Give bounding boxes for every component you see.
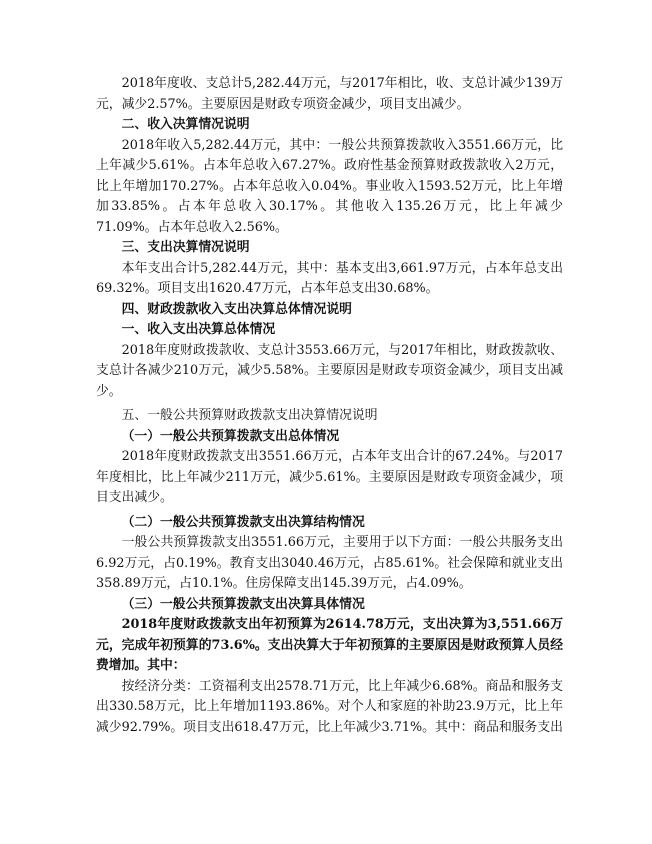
structure-paragraph: 一般公共预算拨款支出3551.66万元，主要用于以下方面：一般公共服务支出6.92万元，占0.19%。教育支出3040.46万元，占85.61%。社会保障和就业支出358.89万元，占10.1%。住房保障支出145.39万元，占4.09%。 (96, 535, 563, 591)
economic-classification-paragraph: 按经济分类：工资福利支出2578.71万元，比上年减少6.68%。商品和服务支出330.58万元，比上年增加1193.86%。对个人和家庭的补助23.9万元，比上年减少92.79%。项目支出618.47万元，比上年减少3.71%。其中：商品和服务支出 (96, 678, 563, 735)
subsection-heading-overall: 一、收入支出决算总体情况 (121, 322, 276, 337)
section-heading-expenditure: 三、支出决算情况说明 (121, 240, 250, 255)
section-heading-income: 二、收入决算情况说明 (121, 117, 250, 132)
document-page (96, 74, 563, 738)
subsection-heading-structure: （二）一般公共预算拨款支出决算结构情况 (121, 514, 365, 530)
fiscal-overall-paragraph: 2018年度财政拨款收、支总计3553.66万元，与2017年相比，财政拨款收、支总计各减少210万元，减少5.58%。主要原因是财政专项资金减少，项目支出减少。 (96, 342, 563, 399)
section-heading-general-budget: 五、一般公共预算财政拨款支出决算情况说明 (121, 408, 378, 423)
subsection-heading-general-overall: （一）一般公共预算拨款支出总体情况 (121, 428, 340, 444)
detail-bold-paragraph: 2018年度财政拨款支出年初预算为2614.78万元，支出决算为3,551.66万元，完成年初预算的73.6%。支出决算大于年初预算的主要原因是财政预算人员经费增加。其中： (96, 617, 563, 673)
income-paragraph: 2018年收入5,282.44万元，其中：一般公共预算拨款收入3551.66万元，比上年减少5.61%。占本年总收入67.27%。政府性基金预算财政拨款收入2万元，比上年增加170.27%。占本年总收入0.04%。事业收入1593.52万元，比上年增加33.85%。占本年总收入30.17%。其他收入135.26万元，比上年减少71.09%。占本年总收入2.56%。 (96, 137, 563, 235)
summary-paragraph: 2018年度收、支总计5,282.44万元，与2017年相比，收、支总计减少139万元，减少2.57%。主要原因是财政专项资金减少，项目支出减少。 (96, 76, 563, 112)
general-overall-paragraph: 2018年度财政拨款支出3551.66万元，占本年支出合计的67.24%。与2017年度相比，比上年减少211万元，减少5.61%。主要原因是财政专项资金减少，项目支出减少。 (96, 449, 563, 505)
section-heading-fiscal-appropriation: 四、财政拨款收入支出决算总体情况说明 (121, 301, 352, 317)
subsection-heading-detail: （三）一般公共预算拨款支出决算具体情况 (121, 596, 365, 612)
expenditure-paragraph: 本年支出合计5,282.44万元，其中：基本支出3,661.97万元，占本年总支出69.32%。项目支出1620.47万元，占本年总支出30.68%。 (96, 260, 563, 296)
